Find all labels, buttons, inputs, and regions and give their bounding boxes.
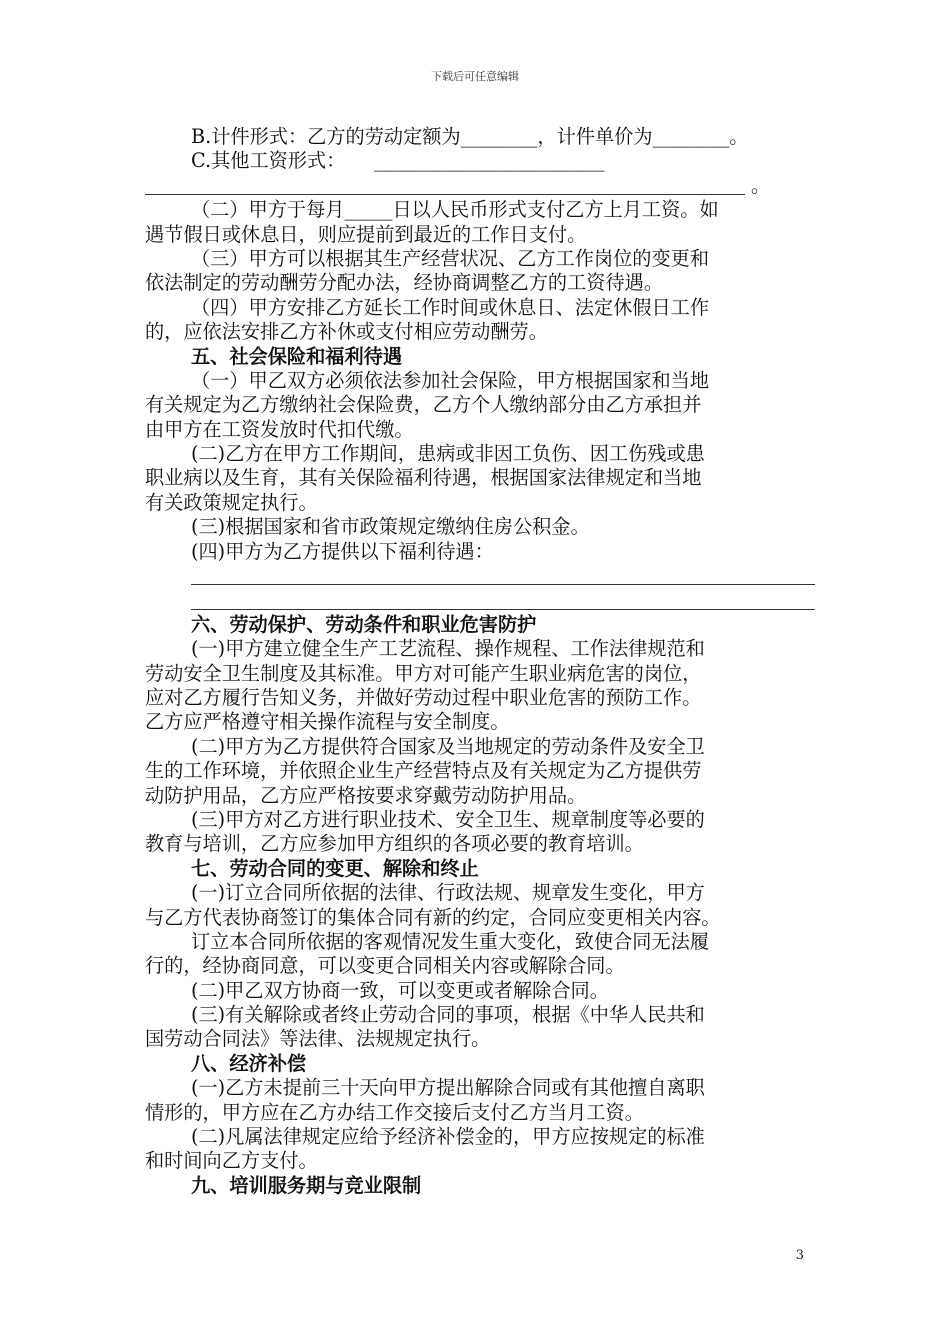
section-heading: 六、劳动保护、劳动条件和职业危害防护 <box>191 612 537 636</box>
paragraph-line: （一）甲乙双方必须依法参加社会保险，甲方根据国家和当地 <box>191 368 710 392</box>
paragraph-line: 遇节假日或休息日，则应提前到最近的工作日支付。 <box>145 222 587 246</box>
blank-fill-line <box>145 588 815 612</box>
paragraph-line: 由甲方在工资发放时代扣代缴。 <box>145 417 414 441</box>
paragraph-line: B.计件形式：乙方的劳动定额为________，计件单价为________。 <box>191 125 749 148</box>
paragraph-line: 教育与培训，乙方应参加甲方组织的各项必要的教育培训。 <box>145 832 644 856</box>
paragraph-line: 的，应依法安排乙方补休或支付相应劳动酬劳。 <box>145 320 548 344</box>
paragraph-line: 有关政策规定执行。 <box>145 490 318 514</box>
paragraph-line: 劳动安全卫生制度及其标准。甲方对可能产生职业病危害的岗位， <box>145 661 702 685</box>
paragraph-line: (二)凡属法律规定应给予经济补偿金的，甲方应按规定的标准 <box>191 1125 705 1149</box>
paragraph-line: (二)甲乙双方协商一致，可以变更或者解除合同。 <box>191 978 609 1002</box>
page-header: 下载后可任意编辑 <box>431 70 519 83</box>
paragraph-line: C.其他工资形式： ________________________ <box>191 149 605 173</box>
section-heading: 九、培训服务期与竞业限制 <box>191 1173 422 1197</box>
paragraph-line: (三)根据国家和省市政策规定缴纳住房公积金。 <box>191 515 590 539</box>
paragraph-line: (四)甲方为乙方提供以下福利待遇： <box>191 539 494 563</box>
paragraph-line: 职业病以及生育，其有关保险福利待遇，根据国家法律规定和当地 <box>145 466 702 490</box>
document-body <box>145 125 815 1198</box>
paragraph-line: (三)甲方对乙方进行职业技术、安全卫生、规章制度等必要的 <box>191 807 705 831</box>
paragraph-line: 国劳动合同法》等法律、法规规定执行。 <box>145 1027 491 1051</box>
paragraph-line: 行的，经协商同意，可以变更合同相关内容或解除合同。 <box>145 954 625 978</box>
paragraph-line: （二）甲方于每月_____日以人民币形式支付乙方上月工资。如 <box>191 198 719 222</box>
paragraph-line: （四）甲方安排乙方延长工作时间或休息日、法定休假日工作 <box>191 295 710 319</box>
paragraph-line: 和时间向乙方支付。 <box>145 1149 318 1173</box>
paragraph-line: (一)订立合同所依据的法律、行政法规、规章发生变化，甲方 <box>191 881 705 905</box>
paragraph-line: 有关规定为乙方缴纳社会保险费，乙方个人缴纳部分由乙方承担并 <box>145 393 702 417</box>
paragraph-line: 动防护用品，乙方应严格按要求穿戴劳动防护用品。 <box>145 783 587 807</box>
paragraph-line: （三）甲方可以根据其生产经营状况、乙方工作岗位的变更和 <box>191 246 710 270</box>
paragraph-line: 订立本合同所依据的客观情况发生重大变化，致使合同无法履 <box>191 929 710 953</box>
page-number: 3 <box>795 1248 804 1263</box>
section-heading: 七、劳动合同的变更、解除和终止 <box>191 856 479 880</box>
blank-underline <box>145 194 745 195</box>
paragraph-line: 与乙方代表协商签订的集体合同有新的约定，合同应变更相关内容。 <box>145 905 721 929</box>
section-heading: 八、经济补偿 <box>191 1051 307 1075</box>
paragraph-line: 乙方应严格遵守相关操作流程与安全制度。 <box>145 710 510 734</box>
blank-fill-line <box>145 174 815 198</box>
paragraph-line: (二)乙方在甲方工作期间，患病或非因工负伤、因工伤残或患 <box>191 442 705 466</box>
paragraph-line: 情形的，甲方应在乙方办结工作交接后支付乙方当月工资。 <box>145 1100 644 1124</box>
line-end-punctuation: 。 <box>751 173 771 197</box>
paragraph-line: 应对乙方履行告知义务，并做好劳动过程中职业危害的预防工作。 <box>145 685 702 709</box>
paragraph-line: 依法制定的劳动酬劳分配办法，经协商调整乙方的工资待遇。 <box>145 271 664 295</box>
paragraph-line: (一)甲方建立健全生产工艺流程、操作规程、工作法律规范和 <box>191 637 705 661</box>
paragraph-line: (二)甲方为乙方提供符合国家及当地规定的劳动条件及安全卫 <box>191 734 705 758</box>
blank-fill-line <box>145 564 815 588</box>
paragraph-line: (三)有关解除或者终止劳动合同的事项，根据《中华人民共和 <box>191 1003 705 1027</box>
paragraph-line: (一)乙方未提前三十天向甲方提出解除合同或有其他擅自离职 <box>191 1076 705 1100</box>
paragraph-line: 生的工作环境，并依照企业生产经营特点及有关规定为乙方提供劳 <box>145 759 702 783</box>
section-heading: 五、社会保险和福利待遇 <box>191 344 403 368</box>
